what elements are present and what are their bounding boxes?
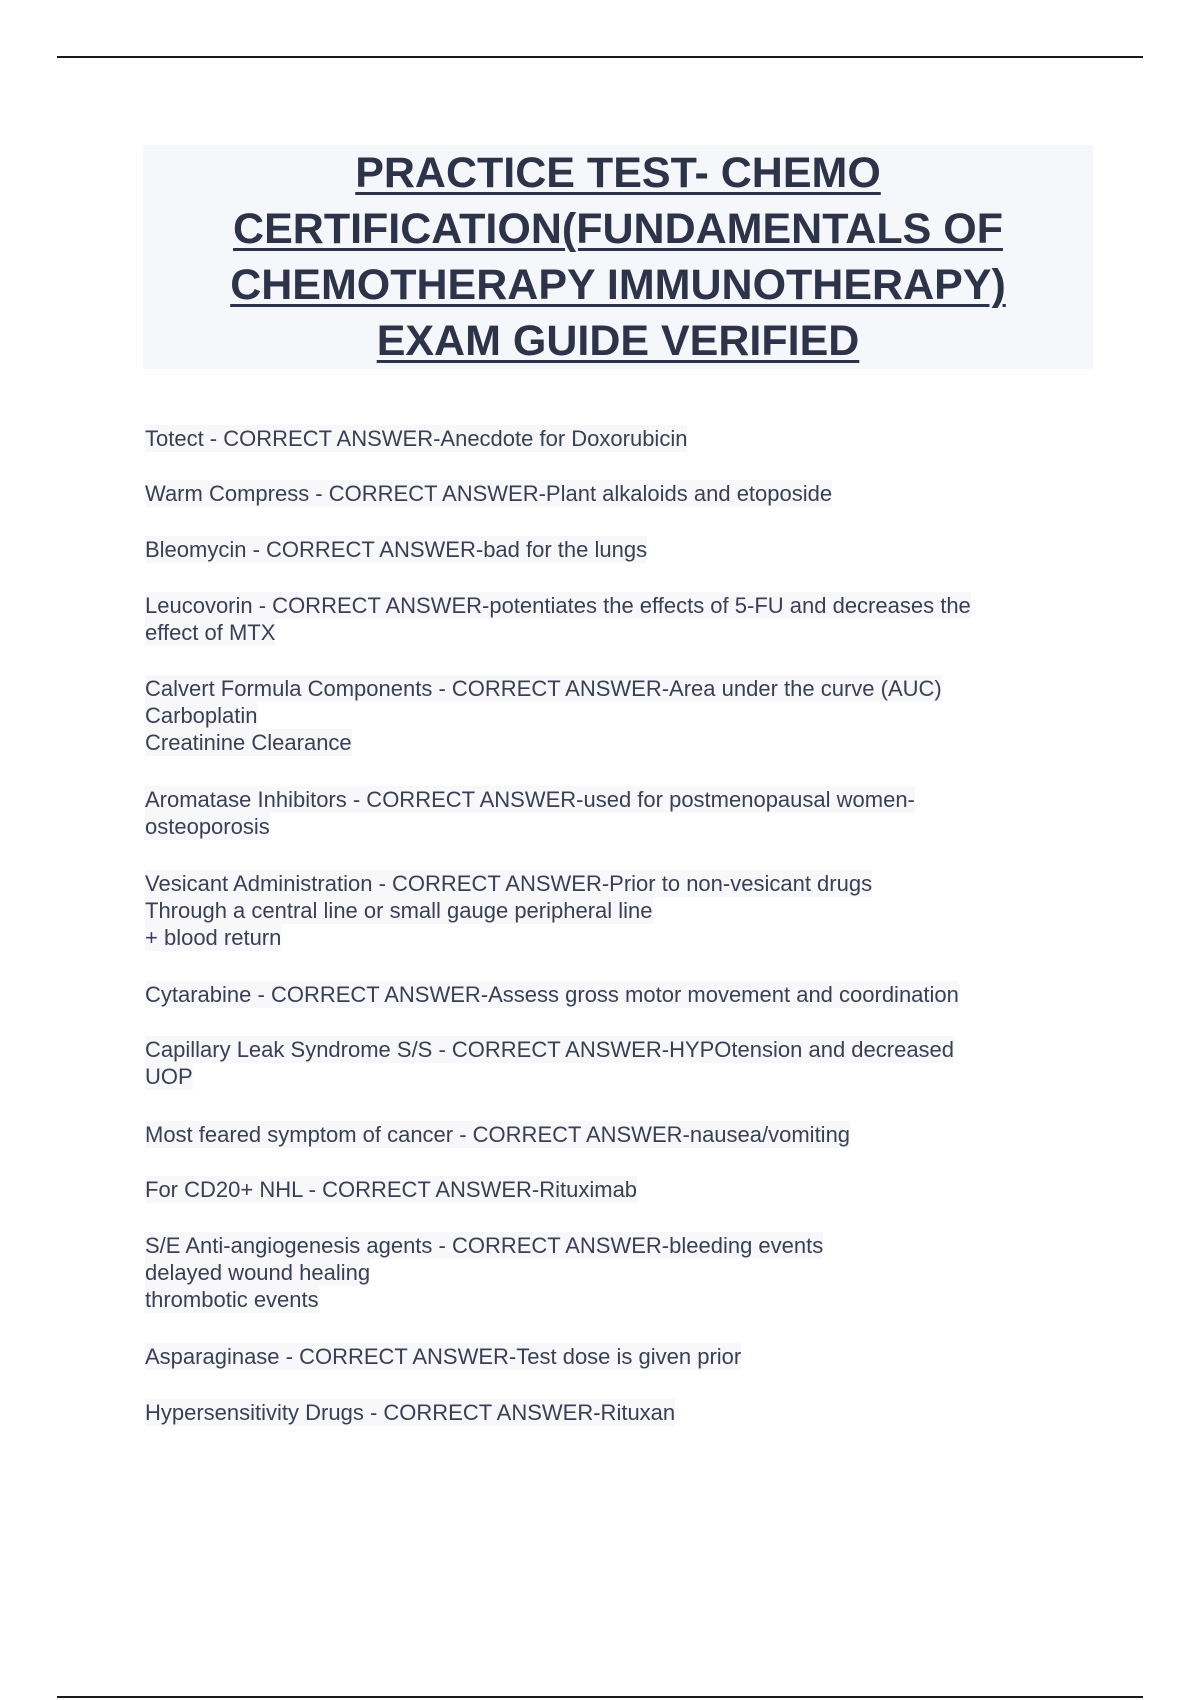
qa-line: effect of MTX bbox=[145, 620, 276, 645]
qa-item bbox=[145, 981, 1080, 1008]
qa-line: Through a central line or small gauge peripheral line bbox=[145, 898, 653, 923]
qa-line: + blood return bbox=[145, 925, 282, 950]
qa-item bbox=[145, 592, 1080, 646]
top-rule bbox=[57, 56, 1143, 58]
qa-item bbox=[145, 675, 1080, 756]
qa-line: Calvert Formula Components - CORRECT ANSWER-Area under the curve (AUC) bbox=[145, 676, 942, 701]
qa-line: osteoporosis bbox=[145, 814, 270, 839]
qa-line: Creatinine Clearance bbox=[145, 730, 352, 755]
qa-item bbox=[145, 1343, 1080, 1370]
qa-line: Carboplatin bbox=[145, 703, 258, 728]
qa-item bbox=[145, 1399, 1080, 1426]
title-line: CHEMOTHERAPY IMMUNOTHERAPY) bbox=[230, 261, 1006, 309]
title-line: PRACTICE TEST- CHEMO bbox=[355, 149, 881, 197]
document-title bbox=[230, 145, 1006, 369]
title-block bbox=[143, 145, 1093, 369]
qa-item bbox=[145, 425, 1080, 452]
qa-line: Bleomycin - CORRECT ANSWER-bad for the lungs bbox=[145, 537, 648, 562]
qa-line: Vesicant Administration - CORRECT ANSWER-Prior to non-vesicant drugs bbox=[145, 871, 873, 896]
qa-item bbox=[145, 536, 1080, 563]
title-line: CERTIFICATION(FUNDAMENTALS OF bbox=[233, 205, 1003, 253]
qa-line: Asparaginase - CORRECT ANSWER-Test dose is given prior bbox=[145, 1344, 742, 1369]
qa-item bbox=[145, 480, 1080, 507]
qa-item bbox=[145, 1232, 1080, 1313]
qa-line: Aromatase Inhibitors - CORRECT ANSWER-used for postmenopausal women- bbox=[145, 787, 915, 812]
qa-item bbox=[145, 1121, 1080, 1148]
bottom-rule bbox=[57, 1696, 1143, 1698]
qa-line: Totect - CORRECT ANSWER-Anecdote for Doxorubicin bbox=[145, 426, 688, 451]
qa-line: delayed wound healing bbox=[145, 1260, 371, 1285]
qa-line: Capillary Leak Syndrome S/S - CORRECT ANSWER-HYPOtension and decreased bbox=[145, 1037, 955, 1062]
qa-line: Hypersensitivity Drugs - CORRECT ANSWER-Rituxan bbox=[145, 1400, 676, 1425]
qa-item bbox=[145, 1036, 1080, 1090]
qa-line: Cytarabine - CORRECT ANSWER-Assess gross motor movement and coordination bbox=[145, 982, 959, 1007]
qa-line: UOP bbox=[145, 1064, 193, 1089]
qa-line: Most feared symptom of cancer - CORRECT ANSWER-nausea/vomiting bbox=[145, 1122, 851, 1147]
qa-line: For CD20+ NHL - CORRECT ANSWER-Rituximab bbox=[145, 1177, 638, 1202]
qa-line: Warm Compress - CORRECT ANSWER-Plant alkaloids and etoposide bbox=[145, 481, 833, 506]
qa-line: S/E Anti-angiogenesis agents - CORRECT ANSWER-bleeding events bbox=[145, 1233, 824, 1258]
title-line: EXAM GUIDE VERIFIED bbox=[376, 317, 860, 365]
qa-item bbox=[145, 1176, 1080, 1203]
qa-item bbox=[145, 786, 1080, 840]
qa-item bbox=[145, 870, 1080, 951]
qa-line: thrombotic events bbox=[145, 1287, 319, 1312]
qa-line: Leucovorin - CORRECT ANSWER-potentiates the effects of 5-FU and decreases the bbox=[145, 593, 971, 618]
